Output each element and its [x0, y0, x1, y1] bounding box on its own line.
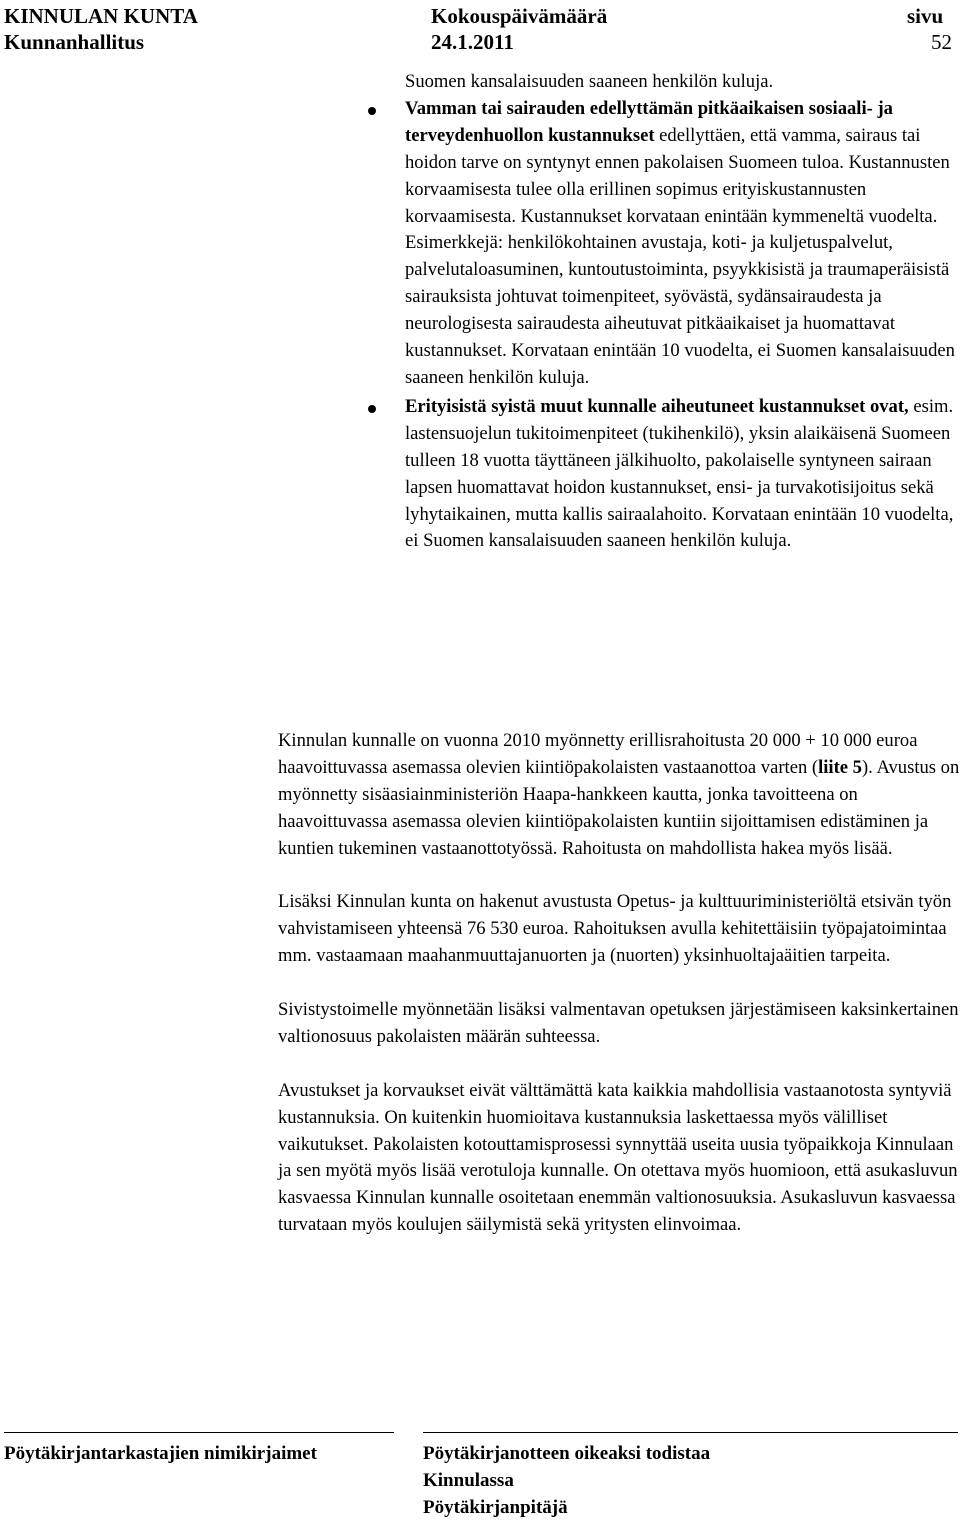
paragraph-funding-start: Kinnulan kunnalle on vuonna 2010 myönnetty erillisrahoitusta 20 000 + 10 000 euroa haavoittuvassa asemassa olevien kiintiöpakolaisten vastaanottoa varten ( — [278, 730, 918, 778]
footer-signature-line-left — [4, 1432, 394, 1433]
paragraph-education: Sivistystoimelle myönnetään lisäksi valmentavan opetuksen järjestämiseen kaksinkertainen valtionosuus pakolaisten määrän suhteessa. — [278, 999, 959, 1047]
paragraph-grant-application: Lisäksi Kinnulan kunta on hakenut avustusta Opetus- ja kulttuuriministeriöltä etsivän työn vahvistamiseen yhteensä 76 530 euroa. Rahoituksen avulla kehitettäisiin työpajatoimintaa mm. vastaamaan maahanmuuttajanuorten ja (nuorten) yksinhuoltajaäitien tarpeita. — [278, 891, 952, 967]
paragraph-funding — [278, 728, 960, 863]
header-municipality: KINNULAN KUNTA — [4, 4, 198, 28]
bullet-item-heading: Vamman tai sairauden edellyttämän pitkäaikaisen sosiaali- ja terveydenhuollon kustannukset — [405, 97, 893, 146]
paragraph-costs: Avustukset ja korvaukset eivät välttämättä kata kaikkia mahdollisia vastaanotosta syntyviä kustannuksia. On kuitenkin huomioitava kustannuksia laskettaessa myös välilliset vaikutukset. Pakolaisten kotouttamisprosessi synnyttää useita uusia työpaikkoja Kinnulaan ja sen myötä myös lisää verotuloja kunnalle. On otettava myös huomioon, että asukasluvun kasvaessa Kinnulan kunnalle osoitetaan enemmän valtionosuuksia. Asukasluvun kasvaessa turvataan myös koulujen säilymistä sekä yritysten elinvoimaa. — [278, 1079, 958, 1236]
bullet-dot-icon — [368, 405, 376, 413]
attachment-reference: liite 5 — [818, 756, 862, 778]
footer-initials-label: Pöytäkirjantarkastajien nimikirjaimet — [4, 1443, 317, 1464]
footer-certification-line1: Pöytäkirjanotteen oikeaksi todistaa — [423, 1443, 711, 1464]
header-date-label: Kokouspäivämäärä — [431, 4, 608, 28]
bullet-item-examples: Esimerkkejä: henkilökohtainen avustaja, koti- ja kuljetuspalvelut, palvelutaloasuminen, kuntoutustoiminta, psyykkisistä ja traumaperäisistä sairauksista johtuvat toimenpiteet, syövästä, sydänsairaudesta ja neurologisesta sairaudesta aiheutuvat pitkäaikaiset ja huomattavat kustannukset. Korvataan enintään 10 vuodelta, ei Suomen kansalaisuuden saaneen henkilön kuluja. — [405, 232, 955, 388]
bullet-item-heading: Erityisistä syistä muut kunnalle aiheutuneet kustannukset ovat, — [405, 395, 909, 417]
header-page-label: sivu — [907, 4, 944, 28]
header-date: 24.1.2011 — [431, 30, 514, 54]
header-body: Kunnanhallitus — [4, 30, 145, 54]
header-page-number: 52 — [931, 30, 952, 54]
body-paragraphs — [278, 728, 960, 1266]
footer-certification-line3: Pöytäkirjanpitäjä — [423, 1497, 568, 1518]
bullet-item-special-costs — [405, 394, 960, 555]
paragraph-funding-end: ). Avustus on myönnetty sisäasiainministeriön Haapa-hankkeen kautta, jonka tavoitteena on haavoittuvassa asemassa olevien kiintiöpakolaisten kuntiin sijoittamisen edistäminen ja kuntien tukeminen vastaanottotyössä. Rahoitusta on mahdollista hakea myös lisää. — [278, 756, 960, 859]
footer-signature-line-right — [423, 1432, 958, 1433]
footer-certification-line2: Kinnulassa — [423, 1470, 514, 1491]
footer-certification — [423, 1440, 710, 1521]
bullet-item-long-term-care — [405, 96, 960, 392]
bullet-item-text — [405, 394, 960, 555]
bullet-item-body: edellyttäen, että vamma, sairaus tai hoidon tarve on syntynyt ennen pakolaisen Suomeen tuloa. Kustannusten korvaamisesta tulee olla erillinen sopimus erityiskustannusten korvaamisesta. Kustannukset korvataan enintään kymmeneltä vuodelta. — [405, 124, 950, 227]
bullet-dot-icon — [368, 107, 376, 115]
continuation-text: Suomen kansalaisuuden saaneen henkilön kuluja. — [405, 71, 774, 92]
bullet-item-body: esim. lastensuojelun tukitoimenpiteet (tukihenkilö), yksin alaikäisenä Suomeen tulleen 18 vuotta täyttäneen jälkihuolto, pakolaiselle syntyneen sairaan lapsen huomattavat hoidon kustannukset, ensi- ja turvakotisijoitus sekä lyhytaikainen, mutta kallis sairaalahoito. Korvataan enintään 10 vuodelta, ei Suomen kansalaisuuden saaneen henkilön kuluja. — [405, 395, 954, 552]
bullet-section — [405, 69, 960, 555]
bullet-item-text — [405, 96, 960, 231]
